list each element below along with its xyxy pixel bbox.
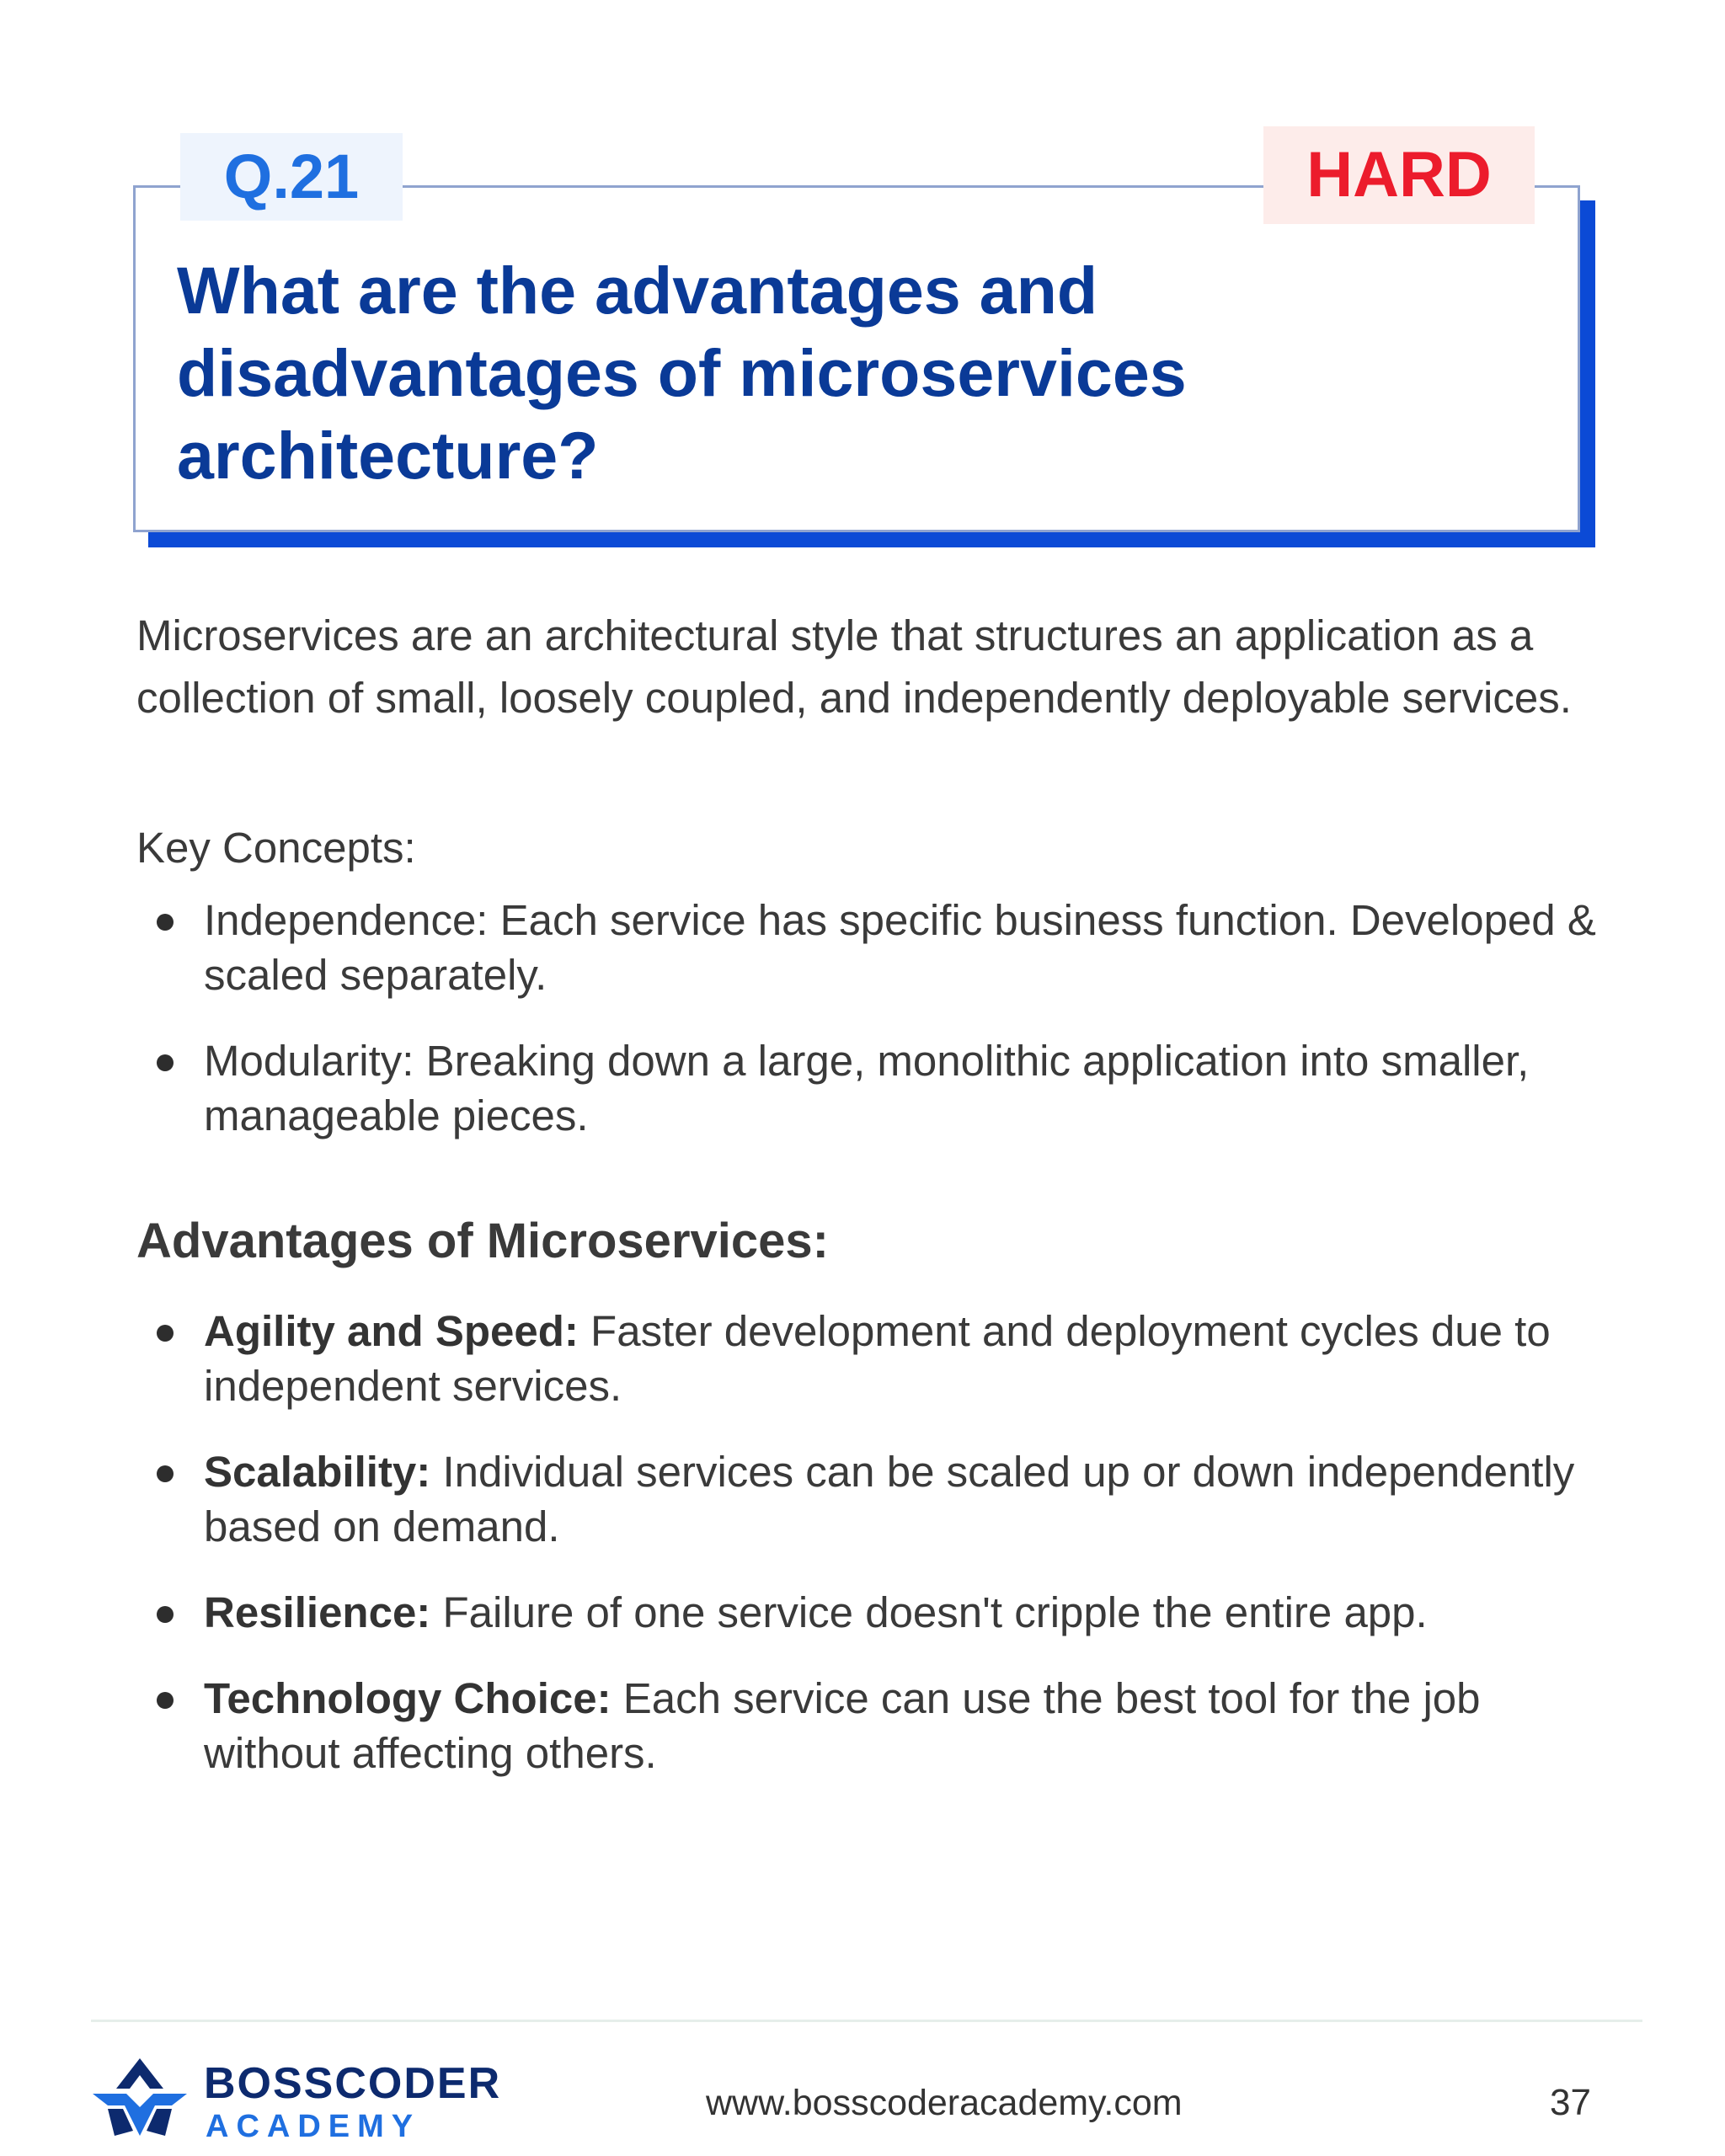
list-item — [157, 1671, 1605, 1780]
advantage-text: Each service can use the best tool for the job without affecting others. — [204, 1674, 1481, 1777]
bullet-icon — [157, 1054, 174, 1071]
intro-paragraph: Microservices are an architectural style that structures an application as a collection of small, loosely coupled, and independently deployable services. — [136, 611, 1572, 722]
advantage-text: Individual services can be scaled up or down independently based on demand. — [204, 1448, 1575, 1550]
bullet-icon — [157, 914, 174, 931]
list-item — [157, 893, 1605, 1002]
advantage-text: Failure of one service doesn't cripple the entire app. — [430, 1588, 1428, 1636]
advantages-heading: Advantages of Microservices: — [136, 1214, 829, 1268]
bullet-icon — [157, 1606, 174, 1623]
key-concepts-list — [157, 893, 1605, 1174]
concept-text: Modularity: Breaking down a large, monolithic application into smaller, manageable pieces. — [204, 1037, 1530, 1139]
question-title: What are the advantages and disadvantages of microservices architecture? — [177, 253, 1187, 493]
bullet-icon — [157, 1465, 174, 1482]
advantage-term: Resilience: — [204, 1588, 431, 1636]
advantage-term: Technology Choice: — [204, 1674, 611, 1722]
bullet-icon — [157, 1692, 174, 1709]
advantage-term: Agility and Speed: — [204, 1307, 579, 1355]
list-item — [157, 1585, 1605, 1640]
footer-divider — [91, 2020, 1642, 2022]
bosscoder-star-logo-icon — [89, 2055, 190, 2139]
advantage-text: Faster development and deployment cycles due to independent services. — [204, 1307, 1551, 1410]
advantages-list — [157, 1304, 1605, 1812]
website-url[interactable]: www.bosscoderacademy.com — [706, 2083, 1183, 2123]
list-item — [157, 1444, 1605, 1554]
advantage-term: Scalability: — [204, 1448, 431, 1496]
list-item — [157, 1304, 1605, 1413]
brand-subtitle: ACADEMY — [206, 2109, 421, 2144]
list-item — [157, 1033, 1605, 1143]
key-concepts-heading: Key Concepts: — [136, 824, 416, 872]
question-number: Q.21 — [180, 133, 403, 221]
bullet-icon — [157, 1325, 174, 1342]
difficulty-badge: HARD — [1263, 126, 1535, 224]
brand-name: BOSSCODER — [204, 2059, 502, 2108]
concept-text: Independence: Each service has specific business function. Developed & scaled separately. — [204, 896, 1596, 999]
page-number: 37 — [1550, 2082, 1591, 2123]
